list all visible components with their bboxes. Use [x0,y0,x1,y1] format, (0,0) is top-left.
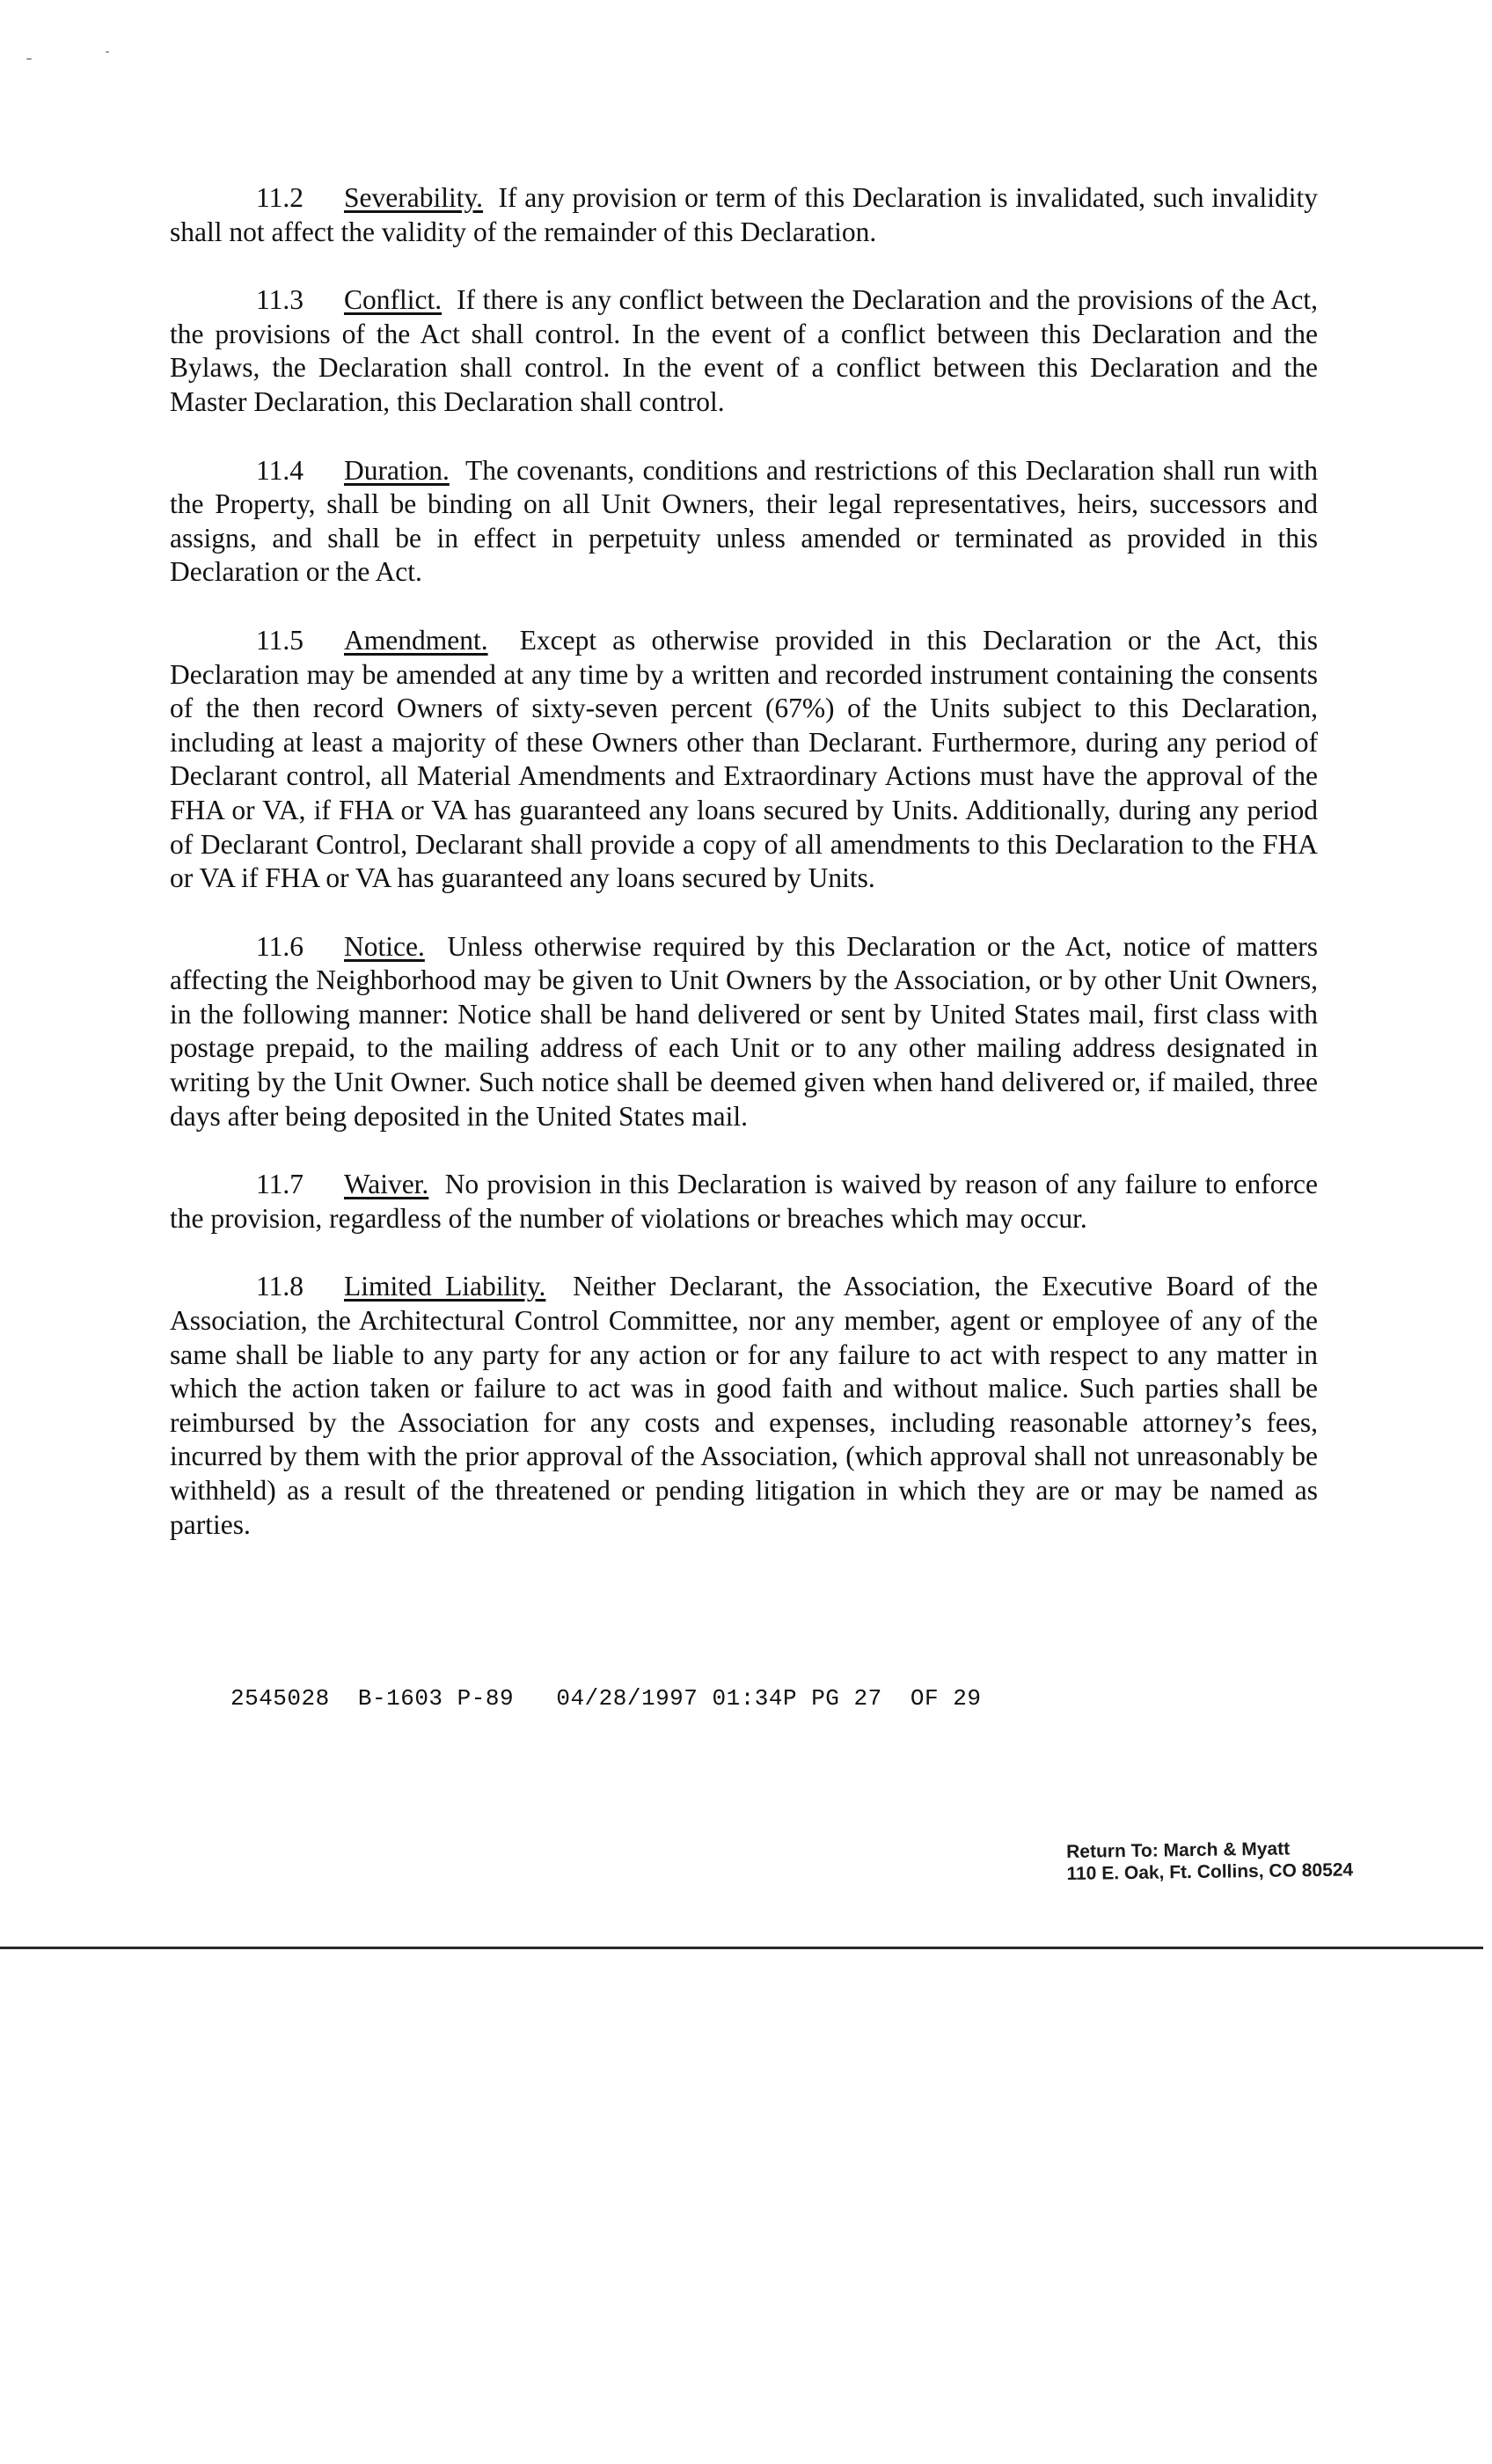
section-11-3 [170,283,1318,419]
declaration-body [170,181,1318,1576]
section-heading: Limited Liability. [344,1271,546,1302]
section-number: 11.4 [256,454,304,486]
recording-stamp: 2545028 B-1603 P-89 04/28/1997 01:34P PG 27 OF 29 [230,1685,982,1712]
scan-speck [26,58,32,60]
page-divider-rule [0,1947,1483,1949]
section-text: If any provision or term of this Declaration is invalidated, such invalidity shall not affect the validity of the remainder of this Declaration. [170,182,1318,247]
section-heading: Duration. [344,454,450,486]
section-heading: Amendment. [344,624,488,656]
section-11-5 [170,624,1318,896]
section-heading: Notice. [344,930,425,962]
section-text: Except as otherwise provided in this Declaration or the Act, this Declaration may be amended at any time by a written and recorded instrument containing the consents of the then record Owners of sixty-seven percent (67%) of the Units subject to this Declaration, including at least a majority of these Owners other than Declarant. Furthermore, during any period of Declarant control, all Material Amendments and Extraordinary Actions must have the approval of the FHA or VA, if FHA or VA has guaranteed any loans secured by Units. Additionally, during any period of Declarant Control, Declarant shall provide a copy of all amendments to this Declaration to the FHA or VA if FHA or VA has guaranteed any loans secured by Units. [170,624,1319,894]
section-text: Unless otherwise required by this Declaration or the Act, notice of matters affecting the Neighborhood may be given to Unit Owners by the Association, or by other Unit Owners, in the following manner: Notice shall be hand delivered or sent by United States mail, first class with postage prepaid, to the mailing address of each Unit or to any other mailing address designated in writing by the Unit Owner. Such notice shall be deemed given when hand delivered or, if mailed, three days after being deposited in the United States mail. [170,930,1318,1132]
section-number: 11.3 [256,284,304,316]
section-heading: Waiver. [344,1169,429,1200]
section-number: 11.7 [256,1169,304,1200]
section-number: 11.6 [256,930,304,962]
section-number: 11.5 [256,624,304,656]
section-number: 11.8 [256,1271,304,1302]
section-heading: Conflict. [344,284,442,316]
return-to-line-1: Return To: March & Myatt [1066,1838,1291,1862]
section-11-7 [170,1168,1318,1236]
section-11-8 [170,1270,1318,1542]
section-text: The covenants, conditions and restrictions of this Declaration shall run with the Property, shall be binding on all Unit Owners, their legal representatives, heirs, successors and assigns, and shall be in effect in perpetuity unless amended or terminated as provided in this Declaration or the Act. [170,454,1318,588]
scan-speck [106,51,109,53]
section-11-4 [170,454,1318,590]
section-text: If there is any conflict between the Declaration and the provisions of the Act, the provisions of the Act shall control. In the event of a conflict between this Declaration and the Bylaws, the Declaration shall control. In the event of a conflict between this Declaration and the Master Declaration, this Declaration shall control. [170,284,1319,417]
section-text: Neither Declarant, the Association, the Executive Board of the Association, the Architectural Control Committee, nor any member, agent or employee of any of the same shall be liable to any party for any action or for any failure to act with respect to any matter in which the action taken or failure to act was in good faith and without malice. Such parties shall be reimbursed by the Association for any costs and expenses, including reasonable attorney’s fees, incurred by them with the prior approval of the Association, (which approval shall not unreasonably be withheld) as a result of the threatened or pending litigation in which they are or may be named as parties. [170,1271,1319,1540]
section-11-6 [170,930,1318,1134]
section-11-2 [170,181,1318,249]
section-heading: Severability. [344,182,484,213]
section-text: No provision in this Declaration is waived by reason of any failure to enforce the provision, regardless of the number of violations or breaches which may occur. [170,1169,1318,1234]
return-to-address [1066,1837,1353,1885]
section-number: 11.2 [256,182,304,213]
return-to-line-2: 110 E. Oak, Ft. Collins, CO 80524 [1066,1859,1354,1884]
